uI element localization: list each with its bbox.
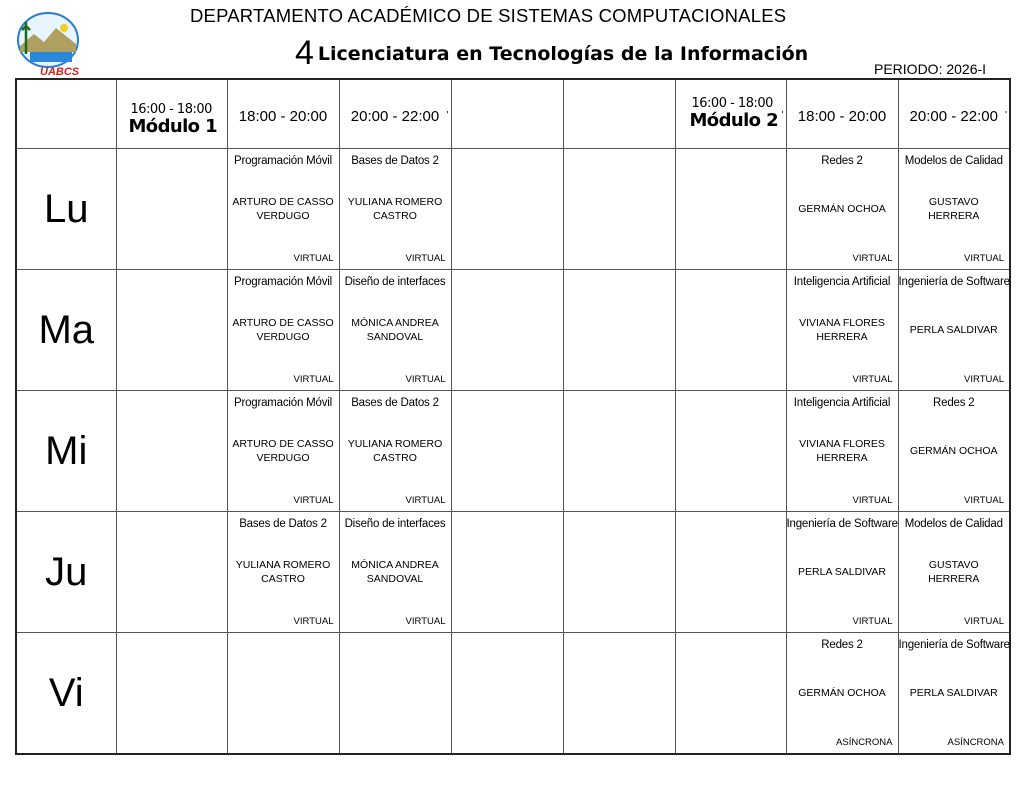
day-cell xyxy=(16,512,116,633)
mode: VIRTUAL xyxy=(964,616,1004,627)
empty-cell xyxy=(675,512,786,633)
subject: Ingeniería de Software xyxy=(898,276,1010,288)
mode: VIRTUAL xyxy=(405,495,446,506)
corner-cell xyxy=(16,79,116,149)
empty-cell xyxy=(339,633,451,755)
row-lu xyxy=(16,149,1010,270)
professor: MÓNICA ANDREA SANDOVAL xyxy=(351,317,439,343)
empty-cell xyxy=(451,149,563,270)
header-row xyxy=(16,79,1010,149)
class-cell xyxy=(898,391,1010,512)
mode: VIRTUAL xyxy=(293,495,334,506)
professor: GERMÁN OCHOA xyxy=(909,445,998,457)
modulo-1-time: 16:00 - 18:00 xyxy=(130,102,212,117)
row-vi xyxy=(16,633,1010,755)
empty-cell xyxy=(116,270,227,391)
time-18-20: 18:00 - 20:00 xyxy=(238,108,328,125)
subject: Programación Móvil xyxy=(233,155,333,167)
modulo-2-label: Módulo 2 xyxy=(689,110,779,131)
subject: Modelos de Calidad xyxy=(904,155,1003,167)
subject: Redes 2 xyxy=(821,155,863,167)
empty-cell xyxy=(675,149,786,270)
professor: ARTURO DE CASSO VERDUGO xyxy=(232,317,334,343)
subject: Programación Móvil xyxy=(233,276,333,288)
professor: PERLA SALDIVAR xyxy=(798,566,886,578)
subject: Bases de Datos 2 xyxy=(351,155,439,167)
class-cell xyxy=(227,270,339,391)
professor: YULIANA ROMERO CASTRO xyxy=(347,196,443,222)
mode: VIRTUAL xyxy=(405,374,446,385)
modulo-1-label: Módulo 1 xyxy=(128,116,218,137)
professor: ARTURO DE CASSO VERDUGO xyxy=(232,196,334,222)
col-header-empty-2 xyxy=(563,79,675,149)
mode: VIRTUAL xyxy=(405,253,446,264)
empty-cell xyxy=(563,633,675,755)
mode: VIRTUAL xyxy=(852,495,893,506)
mode: VIRTUAL xyxy=(293,253,334,264)
empty-cell xyxy=(116,391,227,512)
empty-cell xyxy=(451,270,563,391)
subject: Ingeniería de Software xyxy=(898,639,1010,651)
subject: Redes 2 xyxy=(933,397,975,409)
department-title: DEPARTAMENTO ACADÉMICO DE SISTEMAS COMPUTACIONALES xyxy=(190,5,787,26)
col-header-18-20 xyxy=(227,79,339,149)
empty-cell xyxy=(563,149,675,270)
mode: VIRTUAL xyxy=(964,374,1004,385)
professor: YULIANA ROMERO CASTRO xyxy=(235,559,331,585)
mode: VIRTUAL xyxy=(964,495,1004,506)
col-header-modulo-1 xyxy=(116,79,227,149)
class-cell xyxy=(898,633,1010,755)
empty-cell xyxy=(563,512,675,633)
day-cell xyxy=(16,391,116,512)
subject: Ingeniería de Software xyxy=(786,518,898,530)
class-cell xyxy=(227,391,339,512)
program-title xyxy=(295,34,808,73)
professor: VIVIANA FLORES HERRERA xyxy=(799,438,885,464)
professor: MÓNICA ANDREA SANDOVAL xyxy=(351,559,439,585)
col-header-20-22: 20:00 - 22:00 ' xyxy=(339,79,451,149)
subject: Redes 2 xyxy=(821,639,863,651)
subject: Diseño de interfaces xyxy=(344,276,446,288)
subject: Diseño de interfaces xyxy=(344,518,446,530)
day-label: Ju xyxy=(45,549,88,594)
empty-cell xyxy=(116,512,227,633)
subject: Programación Móvil xyxy=(233,397,333,409)
empty-cell xyxy=(563,270,675,391)
empty-cell xyxy=(451,391,563,512)
mode: VIRTUAL xyxy=(964,253,1004,264)
day-label: Mi xyxy=(45,428,88,473)
class-cell xyxy=(898,270,1010,391)
time-18-20-b: 18:00 - 20:00 xyxy=(797,108,887,125)
class-cell xyxy=(227,512,339,633)
class-cell xyxy=(339,391,451,512)
mode: VIRTUAL xyxy=(852,253,893,264)
mode: VIRTUAL xyxy=(852,616,893,627)
class-cell xyxy=(786,149,898,270)
class-cell xyxy=(227,149,339,270)
subject: Bases de Datos 2 xyxy=(351,397,439,409)
subject: Bases de Datos 2 xyxy=(239,518,327,530)
professor: PERLA SALDIVAR xyxy=(909,687,998,699)
professor: PERLA SALDIVAR xyxy=(909,324,998,336)
professor: GERMÁN OCHOA xyxy=(798,203,886,215)
mode: VIRTUAL xyxy=(852,374,893,385)
class-cell xyxy=(339,270,451,391)
period-label: PERIODO: 2026-I xyxy=(874,61,987,77)
time-20-22-b: 20:00 - 22:00 xyxy=(909,108,998,125)
class-cell xyxy=(339,149,451,270)
day-label: Vi xyxy=(48,670,84,715)
professor: VIVIANA FLORES HERRERA xyxy=(799,317,885,343)
professor: GERMÁN OCHOA xyxy=(798,687,886,699)
modulo-2-time: 16:00 - 18:00 xyxy=(691,96,773,111)
subject: Inteligencia Artificial xyxy=(793,397,891,409)
col-header-modulo-2: 16:00 - 18:00 Módulo 2 ' xyxy=(675,79,786,149)
class-cell xyxy=(339,512,451,633)
class-cell xyxy=(898,512,1010,633)
mode: VIRTUAL xyxy=(293,616,334,627)
empty-cell xyxy=(675,391,786,512)
subject: Inteligencia Artificial xyxy=(793,276,891,288)
class-cell xyxy=(786,633,898,755)
class-cell xyxy=(786,391,898,512)
day-cell xyxy=(16,270,116,391)
mode: ASÍNCRONA xyxy=(947,737,1004,748)
class-cell xyxy=(786,512,898,633)
time-20-22: 20:00 - 22:00 xyxy=(350,108,440,125)
mode: ASÍNCRONA xyxy=(836,737,893,748)
empty-cell xyxy=(563,391,675,512)
empty-cell xyxy=(451,633,563,755)
col-header-18-20-b xyxy=(786,79,898,149)
day-label: Lu xyxy=(44,186,89,231)
empty-cell xyxy=(451,512,563,633)
empty-cell xyxy=(227,633,339,755)
logo-text: UABCS xyxy=(40,66,80,78)
mode: VIRTUAL xyxy=(293,374,334,385)
row-ma xyxy=(16,270,1010,391)
schedule-table xyxy=(15,78,1011,755)
program-name: Licenciatura en Tecnologías de la Información xyxy=(317,42,809,65)
row-mi xyxy=(16,391,1010,512)
col-header-empty-1 xyxy=(451,79,563,149)
row-ju xyxy=(16,512,1010,633)
subject: Modelos de Calidad xyxy=(904,518,1003,530)
day-cell xyxy=(16,149,116,270)
empty-cell xyxy=(116,149,227,270)
semester-number: 4 xyxy=(295,34,314,72)
professor: GUSTAVO HERRERA xyxy=(928,196,980,222)
professor: ARTURO DE CASSO VERDUGO xyxy=(232,438,334,464)
empty-cell xyxy=(116,633,227,755)
class-cell xyxy=(898,149,1010,270)
empty-cell xyxy=(675,633,786,755)
mode: VIRTUAL xyxy=(405,616,446,627)
professor: YULIANA ROMERO CASTRO xyxy=(347,438,443,464)
day-label: Ma xyxy=(38,307,95,352)
day-cell xyxy=(16,633,116,755)
university-logo xyxy=(14,12,84,78)
col-header-20-22-b: 20:00 - 22:00 ' xyxy=(898,79,1010,149)
class-cell xyxy=(786,270,898,391)
professor: GUSTAVO HERRERA xyxy=(928,559,980,585)
empty-cell xyxy=(675,270,786,391)
